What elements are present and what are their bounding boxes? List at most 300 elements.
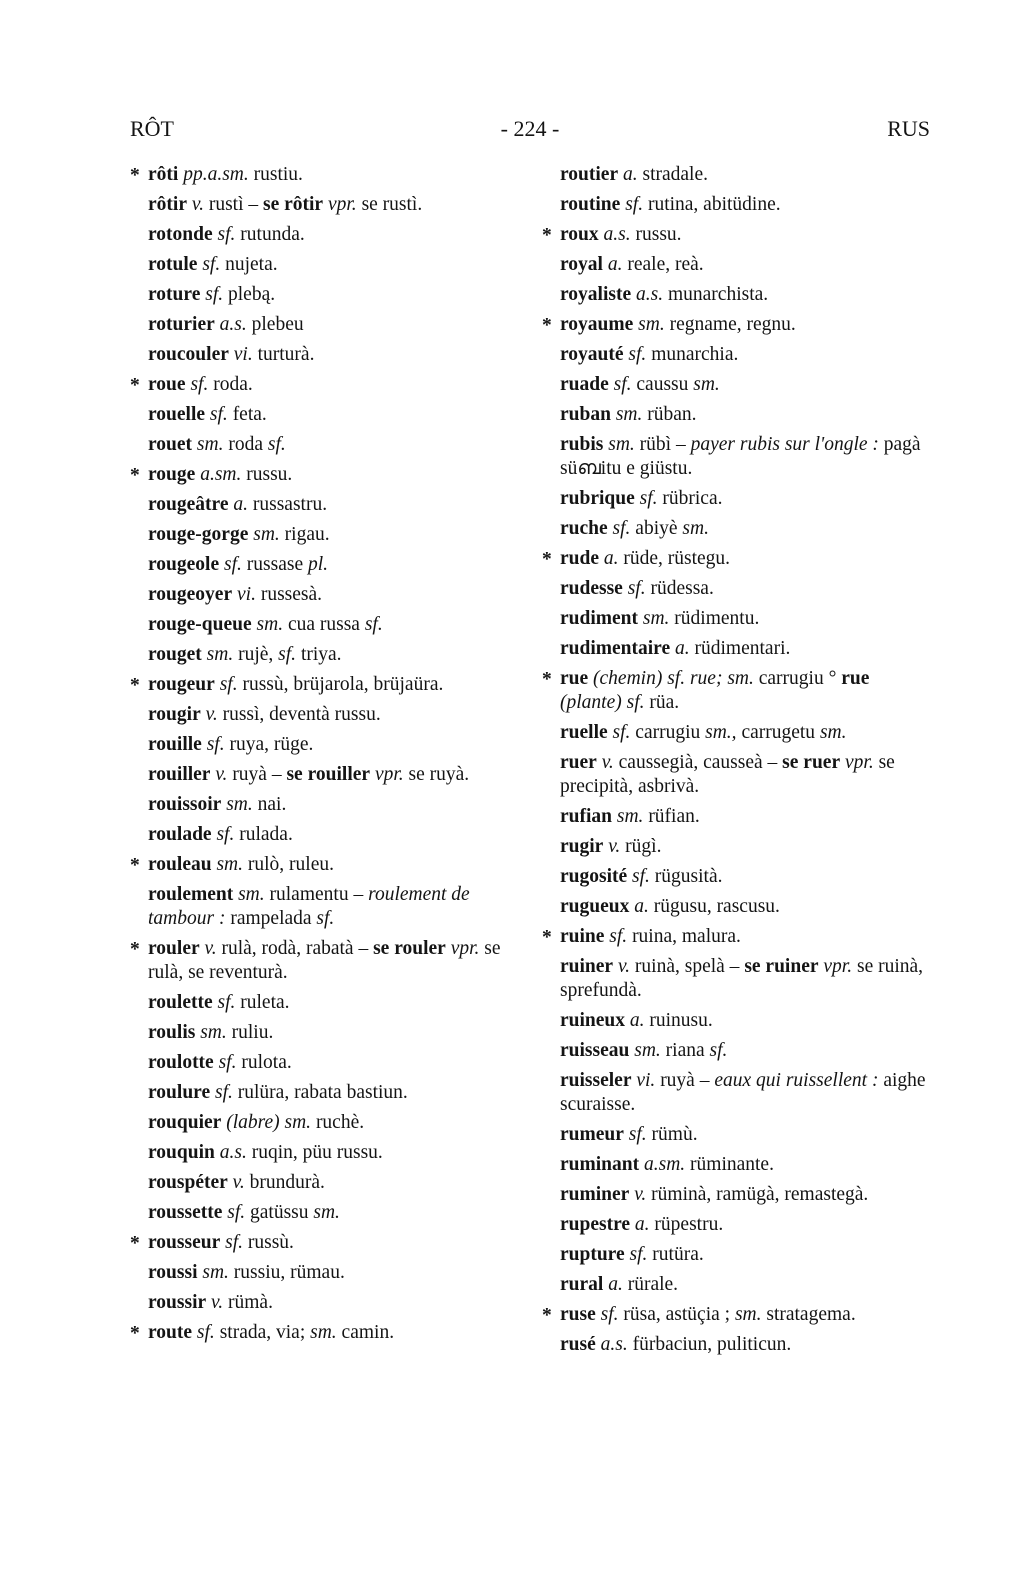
dictionary-entry	[148, 583, 520, 607]
dictionary-entry	[148, 613, 520, 637]
grammar-label: a.s.	[603, 224, 631, 245]
headword: rudimentaire	[560, 638, 671, 659]
grammar-label: sf.	[190, 374, 209, 395]
headword: ruche	[560, 518, 608, 539]
grammar-label: a.sm.	[200, 464, 242, 485]
headword: rouiller	[148, 764, 211, 785]
definition-text: russù, brüjarola, brüjaüra.	[237, 674, 444, 695]
dictionary-entry	[560, 1009, 932, 1033]
definition-text: turturà.	[252, 344, 315, 365]
definition-text: ruleta.	[235, 992, 290, 1013]
headword: ruine	[560, 926, 605, 947]
headword: rude	[560, 548, 599, 569]
grammar-label: sf.	[628, 344, 647, 365]
definition-text: regname, regnu.	[664, 314, 796, 335]
dictionary-entry	[560, 1153, 932, 1177]
grammar-label: vpr.	[450, 938, 480, 959]
headword: rubis	[560, 434, 604, 455]
definition-text: rümù.	[646, 1124, 698, 1145]
dictionary-entry	[560, 517, 932, 541]
grammar-label: sf.	[209, 404, 228, 425]
headword: rotonde	[148, 224, 213, 245]
definition-text: rübì –	[634, 434, 691, 455]
grammar-label: sm.	[313, 1202, 340, 1223]
headword: rugueux	[560, 896, 630, 917]
headword: ruer	[560, 752, 597, 773]
dictionary-entry	[148, 643, 520, 667]
dictionary-entry	[560, 835, 932, 859]
grammar-label: sm.	[196, 434, 224, 455]
headword: rougeoyer	[148, 584, 233, 605]
dictionary-entry	[148, 193, 520, 217]
grammar-label: a.	[607, 254, 623, 275]
definition-text: rüminà, ramügà, remastegà.	[646, 1184, 869, 1205]
dictionary-entry	[148, 673, 520, 697]
dictionary-entry	[148, 493, 520, 517]
definition-text: se ruinà, sprefundà.	[560, 956, 924, 1001]
headword: ruminer	[560, 1184, 630, 1205]
headword: ruse	[560, 1304, 596, 1325]
dictionary-entry	[148, 523, 520, 547]
definition-text: rübrica.	[657, 488, 723, 509]
grammar-label: sm.	[693, 374, 720, 395]
headword: rouge-gorge	[148, 524, 249, 545]
dictionary-entry	[560, 955, 932, 1003]
dictionary-entry	[560, 805, 932, 829]
dictionary-entry	[560, 433, 932, 481]
grammar-label: sf.	[609, 926, 628, 947]
dictionary-entry	[560, 925, 932, 949]
definition-text: russase	[241, 554, 308, 575]
dictionary-entry	[148, 1141, 520, 1165]
grammar-label: sf.	[625, 194, 644, 215]
headword: roturier	[148, 314, 215, 335]
grammar-label: a.	[634, 896, 649, 917]
headword: roussette	[148, 1202, 223, 1223]
definition-text: russì, deventà russu.	[217, 704, 381, 725]
definition-text: carrugetu	[736, 722, 820, 743]
definition-text: camin.	[336, 1322, 395, 1343]
headword: roulotte	[148, 1052, 214, 1073]
headword: roucouler	[148, 344, 229, 365]
definition-text: se precipità, asbrivà.	[560, 752, 895, 797]
definition-text: russu.	[630, 224, 682, 245]
definition-text: rüdimentu.	[669, 608, 760, 629]
definition-text: rujè,	[233, 644, 279, 665]
headword: rural	[560, 1274, 604, 1295]
grammar-label: vpr.	[327, 194, 357, 215]
grammar-label: sf.	[218, 1052, 237, 1073]
definition-text: rampelada	[225, 908, 317, 929]
grammar-label: sm.	[642, 608, 670, 629]
definition-text: riana	[660, 1040, 710, 1061]
headword: rugir	[560, 836, 604, 857]
grammar-label: v.	[232, 1172, 245, 1193]
left-column	[148, 163, 520, 1351]
grammar-label: sm.	[253, 524, 280, 545]
headword: roulette	[148, 992, 213, 1013]
definition-text: russu.	[241, 464, 293, 485]
grammar-label: sm.	[734, 1304, 762, 1325]
dictionary-entry	[560, 865, 932, 889]
headword: ruiner	[560, 956, 614, 977]
headword: roux	[560, 224, 599, 245]
definition-text: russastru.	[248, 494, 328, 515]
grammar-label: sf.	[600, 1304, 619, 1325]
dictionary-entry	[148, 343, 520, 367]
headword: roulade	[148, 824, 212, 845]
grammar-label: vpr.	[823, 956, 853, 977]
definition-text: munarchia.	[646, 344, 739, 365]
headword: royaume	[560, 314, 634, 335]
definition-text: se rulà, se reventurà.	[148, 938, 501, 983]
grammar-label: a.s.	[219, 1142, 247, 1163]
definition-text: ruchè.	[311, 1112, 365, 1133]
dictionary-entry	[560, 1303, 932, 1327]
grammar-label: v.	[608, 836, 621, 857]
grammar-label: a.	[233, 494, 249, 515]
definition-text: munarchista.	[663, 284, 769, 305]
definition-text: rügusità.	[649, 866, 723, 887]
headword: rouler	[148, 938, 200, 959]
headword: ruban	[560, 404, 611, 425]
definition-text: se ruyà.	[403, 764, 470, 785]
definition-text: rüminante.	[685, 1154, 774, 1175]
grammar-label: v.	[215, 764, 228, 785]
grammar-label: vi.	[237, 584, 256, 605]
grammar-label: a.s.	[600, 1334, 628, 1355]
headword: royaliste	[560, 284, 632, 305]
definition-text: ruyà –	[655, 1070, 715, 1091]
grammar-label: (plante) sf.	[560, 692, 645, 713]
headword: rôti	[148, 164, 179, 185]
headword: rudiment	[560, 608, 638, 629]
dictionary-entry	[560, 1213, 932, 1237]
dictionary-entry	[148, 1081, 520, 1105]
definition-text: brundurà.	[244, 1172, 325, 1193]
definition-text: rutina, abitüdine.	[643, 194, 781, 215]
headword: ruade	[560, 374, 609, 395]
grammar-label: pp.a.sm.	[183, 164, 249, 185]
definition-text: rüpestru.	[649, 1214, 724, 1235]
headword: rufian	[560, 806, 613, 827]
grammar-label: sm.	[216, 854, 243, 875]
grammar-label: v.	[617, 956, 631, 977]
grammar-label: sf.	[215, 1082, 233, 1103]
dictionary-entry	[560, 1069, 932, 1117]
headword: ruelle	[560, 722, 608, 743]
definition-text: rüsa, astüçia ;	[618, 1304, 735, 1325]
definition-text: fürbaciun, puliticun.	[627, 1334, 792, 1355]
dictionary-entry	[148, 283, 520, 307]
definition-text: rulò, ruleu.	[243, 854, 334, 875]
definition-text: rulamentu –	[264, 884, 369, 905]
definition-text: rutüra.	[647, 1244, 704, 1265]
definition-text: gatüssu	[245, 1202, 314, 1223]
grammar-label: sf.	[316, 908, 335, 929]
definition-text: nai.	[252, 794, 287, 815]
headword: rouspéter	[148, 1172, 228, 1193]
headword: rue	[560, 668, 589, 689]
headword: rouget	[148, 644, 202, 665]
dictionary-entry	[560, 1333, 932, 1357]
grammar-label: vi.	[233, 344, 253, 365]
headword: se ruer	[782, 752, 841, 773]
dictionary-entry	[148, 703, 520, 727]
headword: rouquin	[148, 1142, 215, 1163]
headword: roulis	[148, 1022, 196, 1043]
headword: roulure	[148, 1082, 211, 1103]
grammar-label: a.s.	[219, 314, 247, 335]
definition-text: rulüra, rabata bastiun.	[232, 1082, 408, 1103]
dictionary-entry	[560, 193, 932, 217]
headword: rubrique	[560, 488, 635, 509]
dictionary-entry	[148, 433, 520, 457]
headword: se rouler	[373, 938, 446, 959]
grammar-label: sf.	[278, 644, 297, 665]
dictionary-entry	[560, 253, 932, 277]
headword: royauté	[560, 344, 624, 365]
grammar-label: sm.	[615, 404, 643, 425]
definition-text: rürale.	[622, 1274, 679, 1295]
dictionary-entry	[148, 223, 520, 247]
definition-text: rüdimentari.	[689, 638, 791, 659]
definition-text: strada, via;	[214, 1322, 311, 1343]
grammar-label: a.	[603, 548, 619, 569]
grammar-label: sm.	[634, 1040, 661, 1061]
headword: se ruiner	[744, 956, 819, 977]
dictionary-entry	[560, 895, 932, 919]
definition-text: ruqin, püu russu.	[246, 1142, 383, 1163]
dictionary-entry	[560, 1039, 932, 1063]
headword: rouge-queue	[148, 614, 252, 635]
page-number: - 224 -	[500, 116, 560, 141]
dictionary-entry	[148, 1111, 520, 1135]
grammar-label: sm.	[200, 1022, 227, 1043]
headword: rouissoir	[148, 794, 222, 815]
definition-text: plebą.	[223, 284, 276, 305]
dictionary-entry	[148, 463, 520, 487]
definition-text: ruliu.	[226, 1022, 274, 1043]
definition-text: rulada.	[234, 824, 293, 845]
grammar-label: sf.	[612, 722, 631, 743]
grammar-label: sf.	[612, 518, 631, 539]
headword: rugosité	[560, 866, 628, 887]
grammar-label: a.	[623, 164, 638, 185]
definition-text: russiu, rümau.	[228, 1262, 345, 1283]
grammar-label: v.	[601, 752, 614, 773]
dictionary-entry	[560, 373, 932, 397]
headword: route	[148, 1322, 193, 1343]
definition-text: ruya, rüge.	[224, 734, 314, 755]
headword: rupture	[560, 1244, 625, 1265]
headword: rouet	[148, 434, 193, 455]
definition-text: roda.	[208, 374, 253, 395]
dictionary-entry	[148, 1171, 520, 1195]
definition-text: rügusu, rascusu.	[648, 896, 780, 917]
grammar-label: v.	[211, 1292, 224, 1313]
headword: ruisseau	[560, 1040, 630, 1061]
definition-text: rulota.	[236, 1052, 292, 1073]
grammar-label: sm.,	[705, 722, 737, 743]
grammar-label: sf.	[217, 224, 236, 245]
grammar-label: a.sm.	[643, 1154, 686, 1175]
definition-text: abiyè	[630, 518, 683, 539]
grammar-label: sf.	[629, 1244, 648, 1265]
headword: routine	[560, 194, 621, 215]
dictionary-entry	[148, 1051, 520, 1075]
dictionary-entry	[560, 721, 932, 745]
dictionary-entry	[148, 1021, 520, 1045]
headword: rougeur	[148, 674, 215, 695]
grammar-label: sf.	[206, 734, 225, 755]
definition-text: ruinusu.	[644, 1010, 713, 1031]
dictionary-entry	[560, 223, 932, 247]
headword: royal	[560, 254, 603, 275]
definition-text: plebeu	[246, 314, 304, 335]
headword: se rouiller	[286, 764, 371, 785]
headword: rusé	[560, 1334, 596, 1355]
dictionary-entry	[148, 553, 520, 577]
grammar-label: vpr.	[844, 752, 874, 773]
dictionary-entry	[148, 373, 520, 397]
definition-text: caussu	[631, 374, 694, 395]
grammar-label: sf.	[202, 254, 221, 275]
dictionary-entry	[560, 403, 932, 427]
headword: rougeâtre	[148, 494, 229, 515]
grammar-label: sm.	[310, 1322, 337, 1343]
grammar-label: vi.	[636, 1070, 656, 1091]
grammar-label: a.	[634, 1214, 650, 1235]
definition-text: rügì.	[620, 836, 662, 857]
dictionary-entry	[560, 487, 932, 511]
grammar-label: (chemin) sf. rue; sm.	[593, 668, 754, 689]
grammar-label: sm.	[202, 1262, 229, 1283]
definition-text: pagà süബitu e giüstu.	[560, 434, 921, 479]
header-last-guideword: RUS	[887, 116, 930, 141]
grammar-label: a.	[629, 1010, 645, 1031]
dictionary-entry	[560, 283, 932, 307]
dictionary-entry	[560, 163, 932, 187]
dictionary-entry	[560, 547, 932, 571]
grammar-label: (labre) sm.	[226, 1112, 312, 1133]
definition-text: rutunda.	[235, 224, 305, 245]
grammar-label: sf.	[224, 554, 242, 575]
dictionary-entry	[148, 313, 520, 337]
grammar-label: sf.	[216, 824, 235, 845]
definition-text: nujeta.	[220, 254, 278, 275]
grammar-label: sf.	[364, 614, 383, 635]
dictionary-entry	[148, 1321, 520, 1345]
grammar-label: v.	[191, 194, 204, 215]
headword: rôtir	[148, 194, 187, 215]
grammar-label: pl.	[307, 554, 329, 575]
definition-text: aighe scuraisse.	[560, 1070, 926, 1115]
dictionary-entry	[148, 823, 520, 847]
definition-text: russesà.	[255, 584, 323, 605]
grammar-label: sf.	[613, 374, 632, 395]
grammar-label: vpr.	[374, 764, 404, 785]
dictionary-entry	[560, 343, 932, 367]
dictionary-entry	[148, 253, 520, 277]
dictionary-entry	[148, 793, 520, 817]
grammar-label: sm.	[616, 806, 644, 827]
dictionary-entry	[148, 163, 520, 187]
headword: roture	[148, 284, 201, 305]
grammar-label: a.	[608, 1274, 623, 1295]
dictionary-entry	[560, 1183, 932, 1207]
grammar-label: sf.	[225, 1232, 243, 1253]
grammar-label: sm.	[819, 722, 847, 743]
definition-text: rüa.	[644, 692, 680, 713]
definition-text: caussegià, causseà –	[613, 752, 783, 773]
definition-text: reale, reà.	[622, 254, 704, 275]
dictionary-entry	[148, 1291, 520, 1315]
headword: rouille	[148, 734, 202, 755]
dictionary-entry	[148, 733, 520, 757]
headword: rue	[841, 668, 870, 689]
headword: rumeur	[560, 1124, 624, 1145]
grammar-label: sm.	[226, 794, 253, 815]
grammar-label: sm.	[638, 314, 665, 335]
grammar-label: a.	[675, 638, 690, 659]
dictionary-entry	[148, 403, 520, 427]
dictionary-entry	[148, 937, 520, 985]
definition-text: rustì –	[203, 194, 263, 215]
grammar-label: payer rubis sur l'ongle :	[690, 434, 879, 455]
grammar-label: roulement de tambour :	[148, 884, 470, 929]
headword: rougir	[148, 704, 201, 725]
headword: roussir	[148, 1292, 207, 1313]
headword: rotule	[148, 254, 198, 275]
definition-text: stratagema.	[761, 1304, 856, 1325]
headword: rouleau	[148, 854, 212, 875]
headword: se rôtir	[263, 194, 324, 215]
definition-text: rüfian.	[643, 806, 700, 827]
definition-text: rüban.	[642, 404, 697, 425]
grammar-label: sf.	[205, 284, 224, 305]
grammar-label: sf.	[267, 434, 286, 455]
headword: ruineux	[560, 1010, 626, 1031]
grammar-label: v.	[205, 704, 218, 725]
definition-text: ruinà, spelà –	[630, 956, 745, 977]
definition-text: russù.	[243, 1232, 294, 1253]
headword: ruisseler	[560, 1070, 632, 1091]
definition-text: stradale.	[637, 164, 709, 185]
definition-text: carrugiu	[630, 722, 706, 743]
definition-text: ruina, malura.	[627, 926, 741, 947]
dictionary-entry	[560, 607, 932, 631]
dictionary-entry	[148, 763, 520, 787]
dictionary-entry	[560, 637, 932, 661]
grammar-label: v.	[204, 938, 217, 959]
dictionary-entry	[560, 751, 932, 799]
grammar-label: sm.	[608, 434, 635, 455]
header-first-guideword: RÔT	[130, 116, 174, 141]
headword: roue	[148, 374, 186, 395]
grammar-label: sm.	[238, 884, 265, 905]
dictionary-entry	[560, 667, 932, 715]
definition-text: rustiu.	[248, 164, 303, 185]
headword: roussi	[148, 1262, 198, 1283]
definition-text: ruyà –	[227, 764, 287, 785]
headword: rougeole	[148, 554, 220, 575]
right-column	[560, 163, 932, 1363]
grammar-label: sf.	[217, 992, 236, 1013]
definition-text: se rustì.	[356, 194, 423, 215]
dictionary-entry	[560, 1123, 932, 1147]
headword: rouge	[148, 464, 196, 485]
